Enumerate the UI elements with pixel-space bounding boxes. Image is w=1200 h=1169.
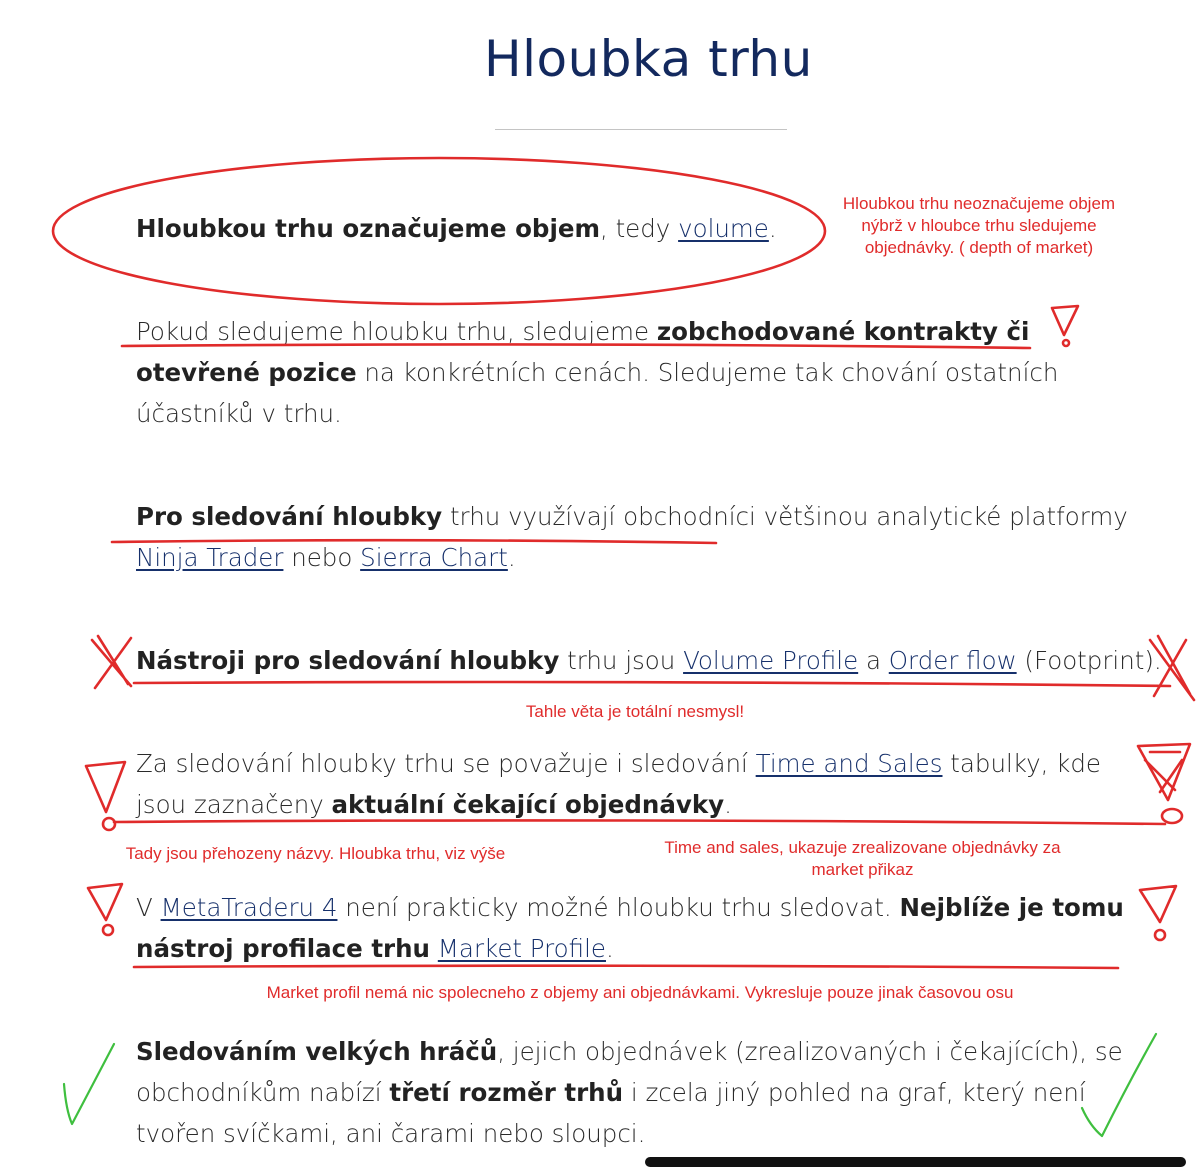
paragraph-metatrader (136, 887, 1124, 969)
link-volume-profile[interactable]: Volume Profile (683, 646, 859, 675)
link-sierra-chart[interactable]: Sierra Chart (360, 543, 508, 572)
exclamation-mark (86, 762, 125, 812)
exclamation-dot (1063, 340, 1069, 346)
link-volume[interactable]: volume (678, 214, 769, 243)
exclamation-dot (103, 925, 113, 935)
line: Sledováním velkých hráčů, jejich objednávek (zrealizovaných i čekajících), se (136, 1037, 1123, 1066)
line: Za sledování hloubky trhu se považuje i sledování Time and Sales tabulky, kde (136, 749, 1101, 778)
annotation-note-depth: Hloubkou trhu neoznačujeme objem nýbrž v hloubce trhu sledujeme objednávky. ( depth of market) (842, 194, 1116, 257)
line: obchodníkům nabízí třetí rozměr trhů i zcela jiný pohled na graf, který není (136, 1078, 1086, 1107)
exclamation-dot (1155, 930, 1165, 940)
exclamation-mark (1138, 744, 1190, 800)
line: Pokud sledujeme hloubku trhu, sledujeme zobchodované kontrakty či (136, 317, 1030, 346)
annotation-note-time-sales: Time and sales, ukazuje zrealizovane objednávky za market přikaz (664, 838, 1061, 879)
paragraph-watching (136, 311, 1058, 434)
page-title: Hloubka trhu (484, 30, 813, 88)
exclamation-dot (1162, 809, 1182, 823)
line: Pro sledování hloubky trhu využívají obchodníci většinou analytické platformy (136, 502, 1128, 531)
link-market-profile[interactable]: Market Profile (437, 934, 606, 963)
line: V MetaTraderu 4 není prakticky možné hloubku trhu sledovat. Nejblíže je tomu (136, 893, 1124, 922)
line: nástroj profilace trhu Market Profile. (136, 934, 614, 963)
paragraph-time-and-sales (136, 743, 1101, 825)
line: tvořen svíčkami, ani čarami nebo sloupci. (136, 1119, 646, 1148)
check-mark (64, 1044, 114, 1124)
exclamation-mark (1140, 886, 1176, 922)
exclamation-dot (103, 818, 115, 830)
link-metatrader-4[interactable]: MetaTraderu 4 (160, 893, 338, 922)
paragraph-volume: Hloubkou trhu označujeme objem, tedy volume. (136, 214, 777, 243)
paragraph-big-players (136, 1031, 1123, 1154)
underline-mark (134, 682, 1170, 686)
annotation-note-swapped: Tady jsou přehozeny názvy. Hloubka trhu, viz výše (125, 844, 506, 863)
line: jsou zaznačeny aktuální čekající objednávky. (136, 790, 732, 819)
annotation-note-market-profile: Market profil nemá nic spolecneho z objemy ani objednávkami. Vykresluje pouze jinak časovou osu (266, 983, 1014, 1002)
paragraph-tools: Nástroji pro sledování hloubky trhu jsou Volume Profile a Order flow (Footprint). (136, 646, 1162, 675)
link-time-and-sales[interactable]: Time and Sales (755, 749, 943, 778)
horizontal-scrollbar[interactable] (645, 1157, 1186, 1167)
title-divider (495, 129, 787, 130)
cross-mark (92, 636, 131, 688)
exclamation-mark (88, 884, 122, 920)
line: otevřené pozice na konkrétních cenách. Sledujeme tak chování ostatních (136, 358, 1059, 387)
link-order-flow[interactable]: Order flow (888, 646, 1017, 675)
line: účastníků v trhu. (136, 399, 342, 428)
paragraph-platforms (136, 496, 1128, 578)
annotation-note-nonsense: Tahle věta je totální nesmysl! (525, 702, 745, 721)
line: Ninja Trader nebo Sierra Chart. (136, 543, 516, 572)
link-ninja-trader[interactable]: Ninja Trader (136, 543, 284, 572)
bold-text: Hloubkou trhu označujeme objem (136, 214, 600, 243)
